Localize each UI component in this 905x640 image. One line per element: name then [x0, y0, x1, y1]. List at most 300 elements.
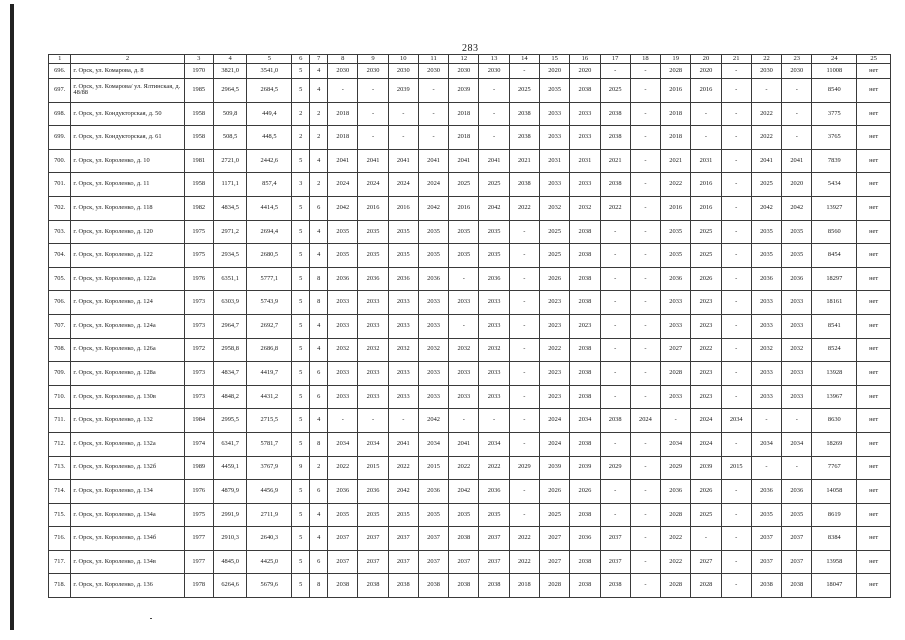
value-cell: -: [721, 291, 751, 315]
value-cell: -: [509, 338, 539, 362]
value-cell: 2037: [418, 550, 448, 574]
value-cell: 2018: [449, 126, 479, 150]
value-cell: -: [509, 432, 539, 456]
value-cell: 2036: [661, 480, 691, 504]
value-cell: 2036: [328, 480, 358, 504]
value-cell: 1958: [184, 126, 213, 150]
value-cell: 2018: [449, 102, 479, 126]
value-cell: 2934,5: [213, 244, 247, 268]
value-cell: 2038: [751, 574, 781, 598]
value-cell: -: [388, 126, 418, 150]
value-cell: 2035: [388, 220, 418, 244]
value-cell: -: [328, 409, 358, 433]
value-cell: 1975: [184, 244, 213, 268]
value-cell: 2: [310, 102, 328, 126]
value-cell: 4: [310, 409, 328, 433]
value-cell: 4414,5: [247, 196, 292, 220]
value-cell: 9: [292, 456, 310, 480]
value-cell: 2039: [691, 456, 721, 480]
value-cell: 2: [292, 126, 310, 150]
value-cell: 2030: [388, 64, 418, 79]
value-cell: 4456,9: [247, 480, 292, 504]
value-cell: 2038: [509, 102, 539, 126]
row-number-cell: 713.: [49, 456, 71, 480]
scan-speck: [150, 618, 152, 619]
column-header-22: 22: [751, 55, 781, 64]
value-cell: 2018: [661, 102, 691, 126]
value-cell: 2028: [661, 362, 691, 386]
table-row: [49, 362, 891, 386]
address-cell: г. Орск, ул. Короленко, д. 134а: [71, 503, 184, 527]
value-cell: 2034: [721, 409, 751, 433]
table-row: [49, 550, 891, 574]
value-cell: 2035: [540, 79, 570, 103]
value-cell: 2022: [509, 527, 539, 551]
value-cell: 1982: [184, 196, 213, 220]
value-cell: 2028: [540, 574, 570, 598]
value-cell: -: [782, 126, 812, 150]
value-cell: 2037: [600, 550, 630, 574]
value-cell: 2031: [540, 149, 570, 173]
value-cell: 5: [292, 362, 310, 386]
value-cell: 1958: [184, 173, 213, 197]
column-header-1: 1: [49, 55, 71, 64]
flag-cell: нет: [857, 574, 891, 598]
value-cell: 18161: [812, 291, 857, 315]
value-cell: 2694,4: [247, 220, 292, 244]
value-cell: 2023: [540, 385, 570, 409]
value-cell: 1981: [184, 149, 213, 173]
value-cell: 2016: [661, 79, 691, 103]
value-cell: 2041: [328, 149, 358, 173]
value-cell: 4425,0: [247, 550, 292, 574]
value-cell: -: [721, 362, 751, 386]
column-header-17: 17: [600, 55, 630, 64]
value-cell: 13928: [812, 362, 857, 386]
address-cell: г. Орск, ул. Короленко, д. 118: [71, 196, 184, 220]
flag-cell: нет: [857, 126, 891, 150]
value-cell: 6303,9: [213, 291, 247, 315]
value-cell: 2037: [358, 527, 388, 551]
value-cell: -: [721, 196, 751, 220]
row-number-cell: 718.: [49, 574, 71, 598]
value-cell: 6264,6: [213, 574, 247, 598]
value-cell: 2042: [388, 480, 418, 504]
row-number-cell: 704.: [49, 244, 71, 268]
value-cell: 509,8: [213, 102, 247, 126]
column-header-12: 12: [449, 55, 479, 64]
value-cell: 2023: [540, 362, 570, 386]
address-cell: г. Орск, ул. Короленко, д. 134в: [71, 550, 184, 574]
value-cell: 2024: [388, 173, 418, 197]
value-cell: -: [509, 267, 539, 291]
value-cell: 2042: [328, 196, 358, 220]
value-cell: 2035: [751, 244, 781, 268]
value-cell: -: [721, 385, 751, 409]
value-cell: -: [691, 527, 721, 551]
column-number-row: [49, 55, 891, 64]
value-cell: -: [630, 432, 660, 456]
column-header-5: 5: [247, 55, 292, 64]
value-cell: 1985: [184, 79, 213, 103]
value-cell: 2030: [751, 64, 781, 79]
value-cell: 2024: [540, 432, 570, 456]
value-cell: 7767: [812, 456, 857, 480]
value-cell: 2037: [782, 550, 812, 574]
address-cell: г. Орск, ул. Короленко, д. 10: [71, 149, 184, 173]
row-number-cell: 706.: [49, 291, 71, 315]
value-cell: -: [630, 314, 660, 338]
row-number-cell: 712.: [49, 432, 71, 456]
address-cell: г. Орск, ул. Короленко, д. 124: [71, 291, 184, 315]
value-cell: 2036: [661, 267, 691, 291]
row-number-cell: 698.: [49, 102, 71, 126]
value-cell: 2022: [388, 456, 418, 480]
value-cell: 2020: [691, 64, 721, 79]
value-cell: 2038: [570, 244, 600, 268]
value-cell: -: [721, 149, 751, 173]
value-cell: -: [630, 196, 660, 220]
table-row: [49, 220, 891, 244]
flag-cell: нет: [857, 456, 891, 480]
address-cell: г. Орск, ул. Короленко, д. 130в: [71, 385, 184, 409]
value-cell: 2016: [449, 196, 479, 220]
table-row: [49, 196, 891, 220]
value-cell: 1978: [184, 574, 213, 598]
table-row: [49, 432, 891, 456]
value-cell: 2032: [570, 196, 600, 220]
value-cell: 2036: [358, 267, 388, 291]
value-cell: 2022: [751, 102, 781, 126]
flag-cell: нет: [857, 338, 891, 362]
column-header-7: 7: [310, 55, 328, 64]
value-cell: 2038: [600, 173, 630, 197]
value-cell: 2033: [782, 314, 812, 338]
value-cell: 2033: [418, 362, 448, 386]
value-cell: 2038: [600, 409, 630, 433]
column-header-10: 10: [388, 55, 418, 64]
value-cell: 2036: [751, 480, 781, 504]
value-cell: 2037: [449, 550, 479, 574]
value-cell: 2036: [418, 267, 448, 291]
value-cell: 2033: [479, 362, 509, 386]
value-cell: 2033: [782, 385, 812, 409]
value-cell: 2034: [358, 432, 388, 456]
value-cell: 2035: [328, 503, 358, 527]
value-cell: 8: [310, 574, 328, 598]
column-header-14: 14: [509, 55, 539, 64]
value-cell: 8: [310, 432, 328, 456]
value-cell: 2022: [449, 456, 479, 480]
table-row: [49, 314, 891, 338]
value-cell: -: [630, 291, 660, 315]
value-cell: 4: [310, 503, 328, 527]
value-cell: 2023: [691, 362, 721, 386]
value-cell: 2023: [540, 314, 570, 338]
value-cell: 5: [292, 503, 310, 527]
row-number-cell: 697.: [49, 79, 71, 103]
column-header-20: 20: [691, 55, 721, 64]
flag-cell: нет: [857, 102, 891, 126]
flag-cell: нет: [857, 550, 891, 574]
value-cell: 2025: [449, 173, 479, 197]
value-cell: 2033: [449, 291, 479, 315]
value-cell: 2721,0: [213, 149, 247, 173]
value-cell: 2022: [691, 338, 721, 362]
value-cell: 1975: [184, 503, 213, 527]
address-cell: г. Орск, ул. Короленко, д. 136: [71, 574, 184, 598]
value-cell: 2029: [509, 456, 539, 480]
value-cell: 2023: [540, 291, 570, 315]
value-cell: 2035: [449, 244, 479, 268]
value-cell: 2027: [691, 550, 721, 574]
value-cell: 2022: [661, 550, 691, 574]
value-cell: 2037: [600, 527, 630, 551]
value-cell: 1973: [184, 314, 213, 338]
value-cell: 2028: [661, 574, 691, 598]
value-cell: -: [782, 79, 812, 103]
value-cell: -: [630, 362, 660, 386]
value-cell: 2021: [661, 149, 691, 173]
value-cell: 2033: [388, 314, 418, 338]
value-cell: 2016: [358, 196, 388, 220]
value-cell: 2026: [540, 267, 570, 291]
value-cell: -: [600, 503, 630, 527]
table-row: [49, 244, 891, 268]
address-cell: г. Орск, ул. Комарова, д. 8: [71, 64, 184, 79]
flag-cell: нет: [857, 527, 891, 551]
value-cell: -: [721, 126, 751, 150]
value-cell: 4: [310, 64, 328, 79]
value-cell: 3821,0: [213, 64, 247, 79]
value-cell: -: [449, 314, 479, 338]
value-cell: 2022: [600, 196, 630, 220]
value-cell: -: [630, 149, 660, 173]
value-cell: 2032: [479, 338, 509, 362]
value-cell: 2692,7: [247, 314, 292, 338]
value-cell: 2025: [600, 79, 630, 103]
value-cell: 2034: [751, 432, 781, 456]
value-cell: 2033: [418, 314, 448, 338]
table-row: [49, 574, 891, 598]
value-cell: -: [418, 102, 448, 126]
value-cell: 2022: [328, 456, 358, 480]
column-header-21: 21: [721, 55, 751, 64]
value-cell: 2684,5: [247, 79, 292, 103]
flag-cell: нет: [857, 64, 891, 79]
column-header-3: 3: [184, 55, 213, 64]
value-cell: 2023: [570, 314, 600, 338]
value-cell: 2038: [479, 574, 509, 598]
value-cell: 6: [310, 385, 328, 409]
value-cell: 2041: [449, 432, 479, 456]
value-cell: 2033: [540, 102, 570, 126]
value-cell: -: [600, 432, 630, 456]
value-cell: 1976: [184, 267, 213, 291]
value-cell: 2032: [328, 338, 358, 362]
value-cell: 6: [310, 196, 328, 220]
value-cell: -: [721, 432, 751, 456]
row-number-cell: 699.: [49, 126, 71, 150]
value-cell: -: [600, 480, 630, 504]
column-header-23: 23: [782, 55, 812, 64]
value-cell: 2035: [782, 503, 812, 527]
value-cell: 2715,5: [247, 409, 292, 433]
value-cell: 2032: [540, 196, 570, 220]
value-cell: 2: [310, 456, 328, 480]
value-cell: 1977: [184, 550, 213, 574]
value-cell: -: [721, 79, 751, 103]
value-cell: 2041: [449, 149, 479, 173]
row-number-cell: 707.: [49, 314, 71, 338]
value-cell: 5: [292, 196, 310, 220]
value-cell: 2020: [570, 64, 600, 79]
value-cell: -: [630, 574, 660, 598]
value-cell: 2035: [358, 220, 388, 244]
value-cell: 13927: [812, 196, 857, 220]
value-cell: -: [630, 267, 660, 291]
value-cell: 2038: [570, 432, 600, 456]
value-cell: 2037: [751, 550, 781, 574]
address-cell: г. Орск, ул. Кондукторская, д. 50: [71, 102, 184, 126]
value-cell: 2027: [661, 338, 691, 362]
value-cell: 2016: [661, 196, 691, 220]
value-cell: 3767,9: [247, 456, 292, 480]
value-cell: 2035: [661, 220, 691, 244]
value-cell: 3765: [812, 126, 857, 150]
value-cell: 8541: [812, 314, 857, 338]
value-cell: 2023: [691, 291, 721, 315]
value-cell: 8619: [812, 503, 857, 527]
value-cell: 2680,5: [247, 244, 292, 268]
value-cell: 2026: [691, 480, 721, 504]
value-cell: 5: [292, 527, 310, 551]
value-cell: 2035: [661, 244, 691, 268]
value-cell: -: [479, 102, 509, 126]
value-cell: -: [600, 291, 630, 315]
address-cell: г. Орск, ул. Короленко, д. 122: [71, 244, 184, 268]
value-cell: 2041: [479, 149, 509, 173]
value-cell: -: [600, 244, 630, 268]
value-cell: 2023: [691, 385, 721, 409]
table-row: [49, 79, 891, 103]
value-cell: -: [721, 244, 751, 268]
value-cell: 2016: [691, 196, 721, 220]
value-cell: 4: [310, 244, 328, 268]
value-cell: 2038: [570, 362, 600, 386]
value-cell: 2041: [358, 149, 388, 173]
value-cell: 2037: [328, 550, 358, 574]
value-cell: 8630: [812, 409, 857, 433]
value-cell: 3775: [812, 102, 857, 126]
value-cell: 2036: [782, 267, 812, 291]
value-cell: -: [721, 64, 751, 79]
table-row: [49, 173, 891, 197]
value-cell: 2042: [449, 480, 479, 504]
value-cell: 2028: [661, 64, 691, 79]
table-row: [49, 149, 891, 173]
value-cell: 2: [310, 126, 328, 150]
value-cell: 2037: [479, 527, 509, 551]
value-cell: -: [721, 102, 751, 126]
value-cell: 5: [292, 79, 310, 103]
value-cell: -: [721, 314, 751, 338]
value-cell: 18297: [812, 267, 857, 291]
value-cell: -: [721, 574, 751, 598]
value-cell: 2035: [388, 244, 418, 268]
value-cell: 1958: [184, 102, 213, 126]
value-cell: 2033: [418, 291, 448, 315]
address-cell: г. Орск, ул. Короленко, д. 134: [71, 480, 184, 504]
column-header-18: 18: [630, 55, 660, 64]
value-cell: 2025: [751, 173, 781, 197]
value-cell: 5: [292, 149, 310, 173]
value-cell: 2033: [570, 126, 600, 150]
value-cell: 1171,1: [213, 173, 247, 197]
value-cell: -: [388, 409, 418, 433]
value-cell: -: [358, 79, 388, 103]
value-cell: 2021: [509, 149, 539, 173]
row-number-cell: 717.: [49, 550, 71, 574]
value-cell: 2035: [751, 220, 781, 244]
row-number-cell: 705.: [49, 267, 71, 291]
value-cell: -: [721, 550, 751, 574]
value-cell: 2018: [509, 574, 539, 598]
value-cell: 2018: [328, 102, 358, 126]
table-row: [49, 102, 891, 126]
value-cell: 2026: [540, 480, 570, 504]
row-number-cell: 700.: [49, 149, 71, 173]
value-cell: 2033: [661, 291, 691, 315]
value-cell: 18269: [812, 432, 857, 456]
column-header-15: 15: [540, 55, 570, 64]
column-header-11: 11: [418, 55, 448, 64]
value-cell: 2037: [418, 527, 448, 551]
value-cell: -: [509, 244, 539, 268]
value-cell: -: [721, 267, 751, 291]
value-cell: -: [509, 220, 539, 244]
value-cell: 6341,7: [213, 432, 247, 456]
address-cell: г. Орск, ул. Короленко, д. 128а: [71, 362, 184, 386]
value-cell: 2030: [782, 64, 812, 79]
value-cell: 2034: [328, 432, 358, 456]
value-cell: 2030: [449, 64, 479, 79]
value-cell: -: [721, 503, 751, 527]
value-cell: -: [782, 456, 812, 480]
flag-cell: нет: [857, 196, 891, 220]
value-cell: -: [630, 456, 660, 480]
value-cell: 2038: [570, 79, 600, 103]
value-cell: 2024: [328, 173, 358, 197]
value-cell: 2037: [388, 527, 418, 551]
value-cell: 2038: [570, 267, 600, 291]
row-number-cell: 703.: [49, 220, 71, 244]
value-cell: 2038: [358, 574, 388, 598]
value-cell: 13967: [812, 385, 857, 409]
value-cell: 2041: [418, 149, 448, 173]
value-cell: 3541,0: [247, 64, 292, 79]
column-header-25: 25: [857, 55, 891, 64]
value-cell: 5: [292, 244, 310, 268]
value-cell: 1974: [184, 432, 213, 456]
value-cell: 2991,9: [213, 503, 247, 527]
value-cell: 2964,5: [213, 79, 247, 103]
value-cell: -: [600, 64, 630, 79]
value-cell: 2025: [540, 244, 570, 268]
column-header-13: 13: [479, 55, 509, 64]
value-cell: 2033: [479, 385, 509, 409]
value-cell: 2035: [751, 503, 781, 527]
